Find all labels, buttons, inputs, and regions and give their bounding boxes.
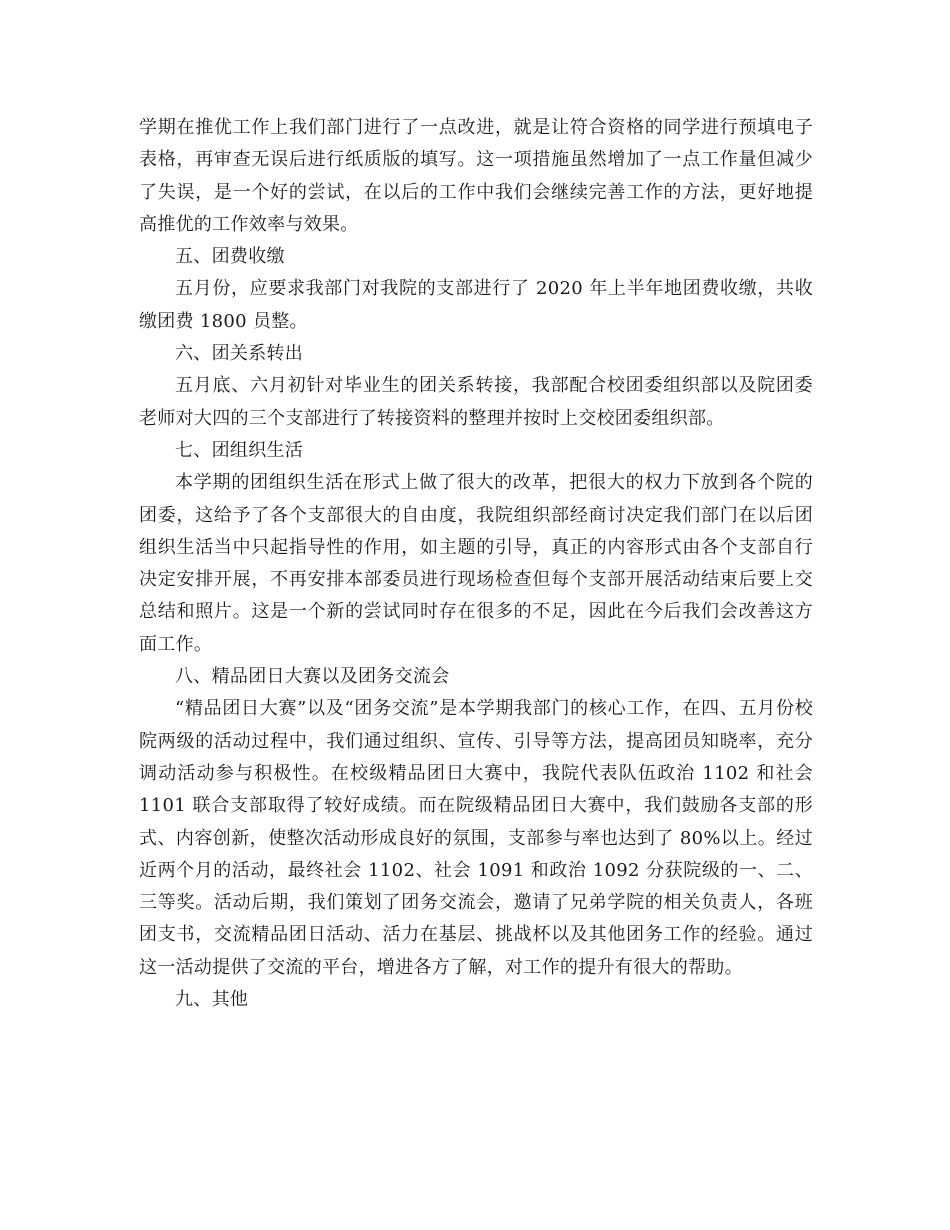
section-heading-league-day-contest: 八、精品团日大赛以及团务交流会 [175, 666, 450, 688]
section-heading-other: 九、其他 [175, 989, 249, 1011]
document-body [139, 112, 813, 1016]
section-heading-membership-transfer: 六、团关系转出 [175, 343, 304, 365]
paragraph-recommendation-continued: 学期在推优工作上我们部门进行了一点改进，就是让符合资格的同学进行预填电子表格，再审查无误后进行纸质版的填写。这一项措施虽然增加了一点工作量但减少了失误，是一个好的尝试，在以后的工作中我们会继续完善工作的方法，更好地提高推优的工作效率与效果。 [139, 117, 813, 235]
paragraph-league-fees: 五月份，应要求我部门对我院的支部进行了 2020 年上半年地团费收缴，共收缴团费 1800 员整。 [139, 278, 813, 332]
paragraph-league-day-contest: “精品团日大赛”以及“团务交流”是本学期我部门的核心工作，在四、五月份校院两级的活动过程中，我们通过组织、宣传、引导等方法，提高团员知晓率，充分调动活动参与积极性。在校级精品团日大赛中，我院代表队伍政治 1102 和社会 1101 联合支部取得了较好成绩。而在院级精品团日大赛中，我们鼓励各支部的形式、内容创新，使整次活动形成良好的氛围，支部参与率也达到了 80%以上。经过近两个月的活动，最终社会 1102、社会 1091 和政治 1092 分获院级的一、二、三等奖。活动后期，我们策划了团务交流会，邀请了兄弟学院的相关负责人，各班团支书，交流精品团日活动、活力在基层、挑战杯以及其他团务工作的经验。通过这一活动提供了交流的平台，增进各方了解，对工作的提升有很大的帮助。 [139, 698, 813, 978]
section-heading-organization-life: 七、团组织生活 [175, 439, 304, 461]
paragraph-organization-life: 本学期的团组织生活在形式上做了很大的改革，把很大的权力下放到各个院的团委，这给予了各个支部很大的自由度，我院组织部经商讨决定我们部门在以后团组织生活当中只起指导性的作用，如主题的引导，真正的内容形式由各个支部自行决定安排开展，不再安排本部委员进行现场检查但每个支部开展活动结束后要上交总结和照片。这是一个新的尝试同时存在很多的不足，因此在今后我们会改善这方面工作。 [139, 472, 813, 655]
paragraph-membership-transfer: 五月底、六月初针对毕业生的团关系转接，我部配合校团委组织部以及院团委老师对大四的三个支部进行了转接资料的整理并按时上交校团委组织部。 [139, 375, 813, 429]
section-heading-league-fees: 五、团费收缴 [175, 246, 285, 268]
